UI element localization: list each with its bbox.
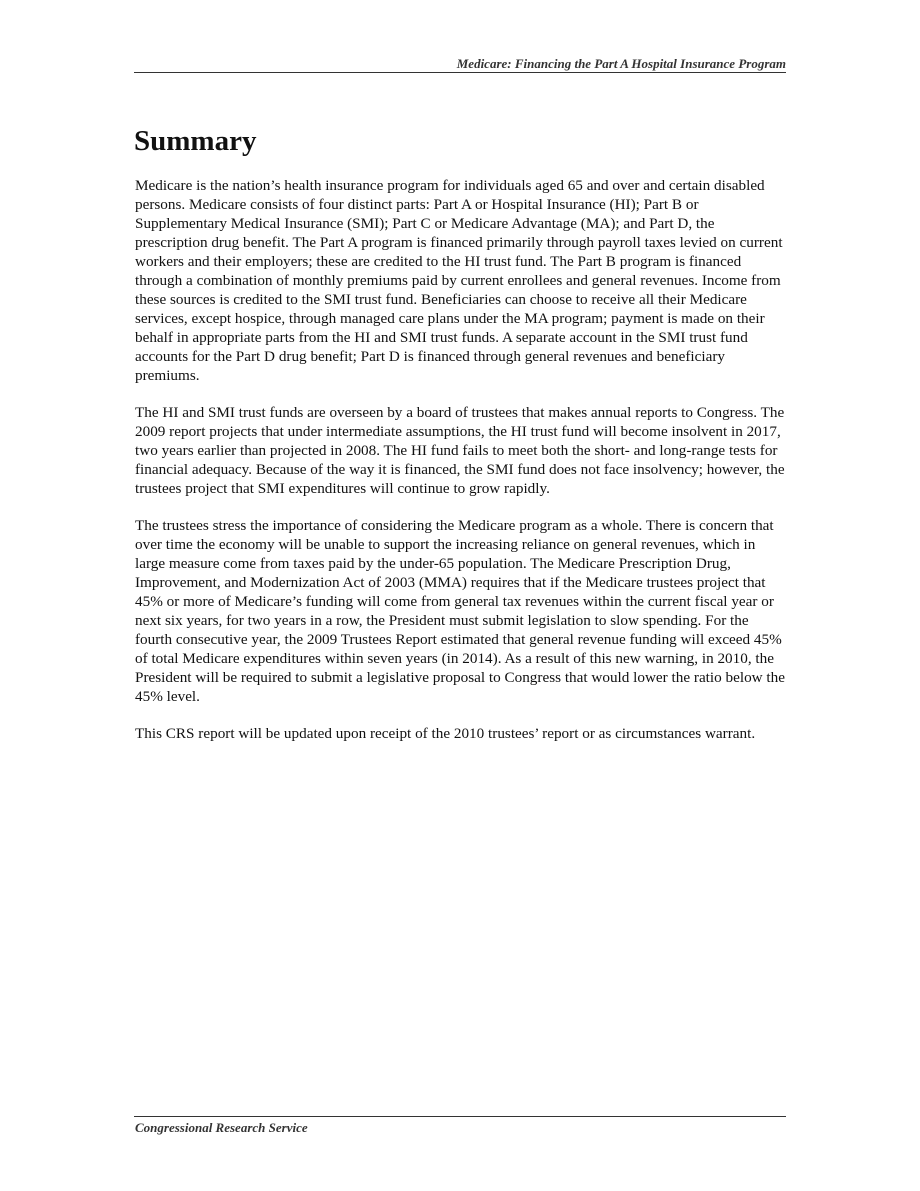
summary-paragraph-4: This CRS report will be updated upon receipt of the 2010 trustees’ report or as circumstances warrant. [135,725,756,742]
running-footer: Congressional Research Service [135,1120,308,1135]
page-title: Summary [134,125,257,157]
running-header: Medicare: Financing the Part A Hospital Insurance Program [456,56,786,71]
summary-paragraph-3: The trustees stress the importance of considering the Medicare program as a whole. There is concern that over time the economy will be unable to support the increasing reliance on general revenues, which in large measure come from taxes paid by the under-65 population. The Medicare Prescription Drug, Improvement, and Modernization Act of 2003 (MMA) requires that if the Medicare trustees project that 45% or more of Medicare’s funding will come from general tax revenues within the current fiscal year or next six years, for two years in a row, the President must submit legislation to slow spending. For the fourth consecutive year, the 2009 Trustees Report estimated that general revenue funding will exceed 45% of total Medicare expenditures within seven years (in 2014). As a result of this new warning, in 2010, the President will be required to submit a legislative proposal to Congress that would lower the ratio below the 45% level. [135,517,785,705]
summary-body [135,176,787,761]
summary-paragraph-2: The HI and SMI trust funds are overseen by a board of trustees that makes annual reports to Congress. The 2009 report projects that under intermediate assumptions, the HI trust fund will become insolvent in 2017, two years earlier than projected in 2008. The HI fund fails to meet both the short- and long-range tests for financial adequacy. Because of the way it is financed, the SMI fund does not face insolvency; however, the trustees project that SMI expenditures will continue to grow rapidly. [135,404,785,497]
footer-divider [134,1116,786,1117]
header-divider [134,72,786,73]
summary-paragraph-1: Medicare is the nation’s health insurance program for individuals aged 65 and over and certain disabled persons. Medicare consists of four distinct parts: Part A or Hospital Insurance (HI); Part B or Supplementary Medical Insurance (SMI); Part C or Medicare Advantage (MA); and Part D, the prescription drug benefit. The Part A program is financed primarily through payroll taxes levied on current workers and their employers; these are credited to the HI trust fund. The Part B program is financed through a combination of monthly premiums paid by current enrollees and general revenues. Income from these sources is credited to the SMI trust fund. Beneficiaries can choose to receive all their Medicare services, except hospice, through managed care plans under the MA program; payment is made on their behalf in appropriate parts from the HI and SMI trust funds. A separate account in the SMI trust fund accounts for the Part D drug benefit; Part D is financed through general revenues and beneficiary premiums. [135,177,783,384]
